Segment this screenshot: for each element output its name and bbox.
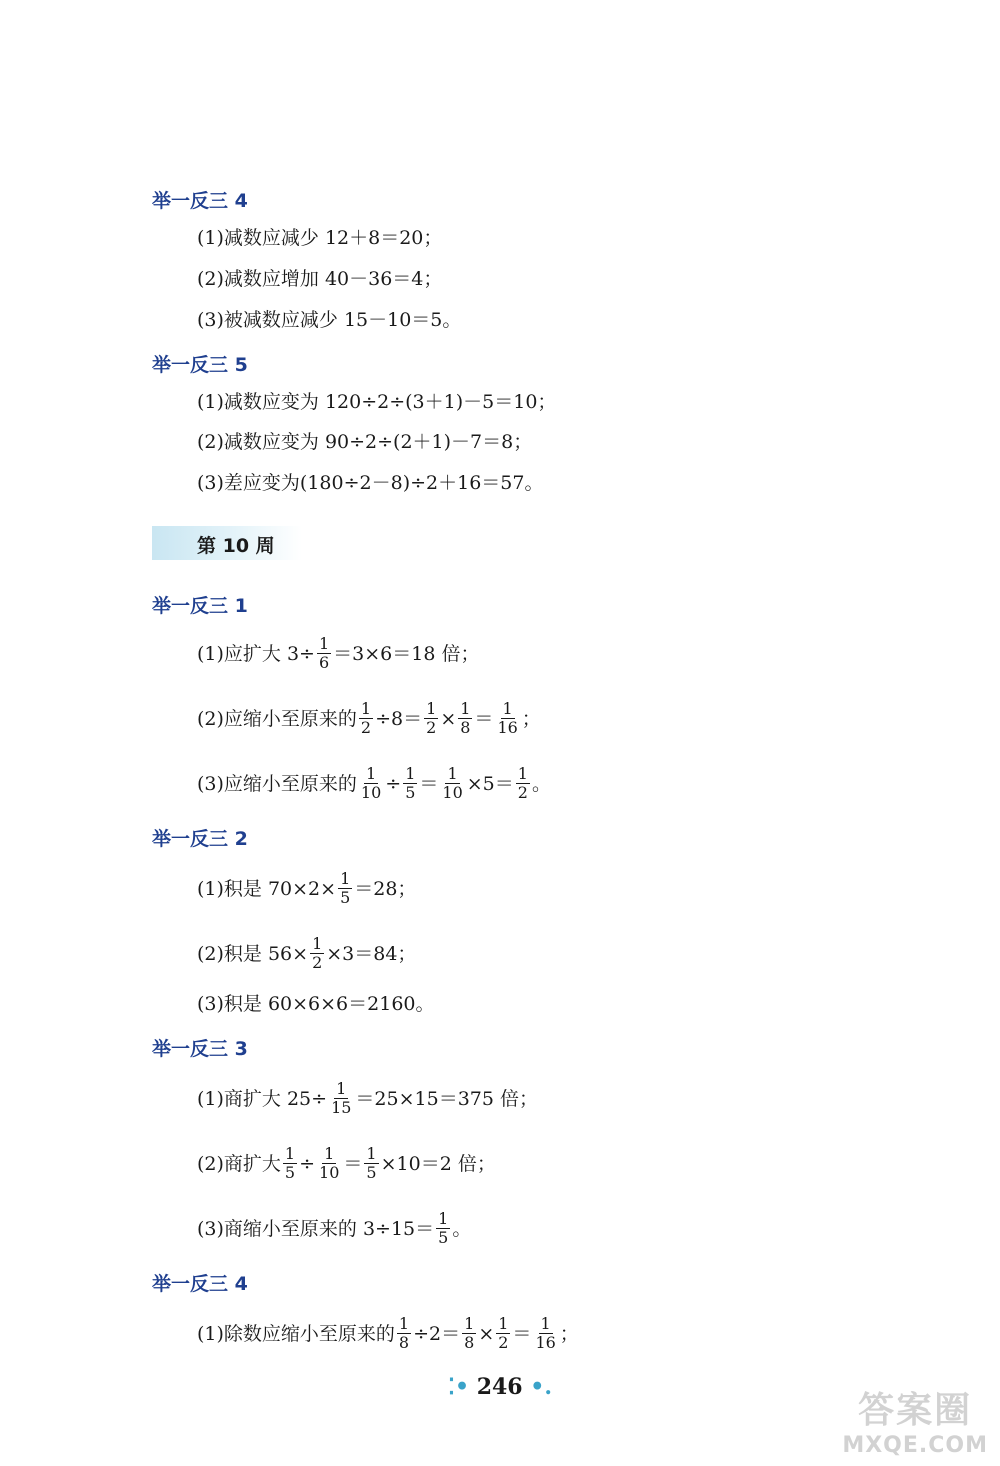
text-segment: ＝: [474, 707, 494, 730]
fraction: [338, 870, 352, 907]
fraction: [397, 1315, 411, 1352]
dots-left-icon: ⁚•: [447, 1374, 470, 1400]
answer-line: (2)减数应增加 40－36＝4；: [197, 268, 443, 290]
heading-example-4b: 举一反三 4: [152, 1273, 248, 1295]
numerator: 1: [405, 764, 416, 783]
heading-example-4: 举一反三 4: [152, 190, 248, 212]
text-segment: (1)应扩大 3÷: [197, 642, 315, 665]
text-segment: ；: [521, 707, 541, 730]
fraction: [359, 765, 383, 802]
denominator: 15: [331, 1098, 352, 1117]
answer-line: (3)被减数应减少 15－10＝5。: [197, 309, 462, 331]
week-title: 第 10 周: [197, 535, 275, 557]
denominator: 2: [517, 783, 528, 802]
text-segment: ＝25×15＝375 倍；: [355, 1087, 539, 1110]
numerator: 1: [324, 1144, 335, 1163]
fraction: [440, 765, 464, 802]
answer-line: (3)差应变为(180÷2－8)÷2＋16＝57。: [197, 472, 544, 494]
numerator: 1: [447, 764, 458, 783]
numerator: 1: [366, 764, 377, 783]
denominator: 2: [498, 1333, 509, 1352]
text-segment: ＝3×6＝18 倍；: [333, 642, 480, 665]
denominator: 5: [366, 1163, 377, 1182]
fraction: [364, 1145, 378, 1182]
answer-line: (3)积是 60×6×6＝2160。: [197, 993, 435, 1015]
text-segment: ＝: [343, 1152, 363, 1175]
heading-example-5: 举一反三 5: [152, 354, 248, 376]
fraction: [496, 1315, 510, 1352]
text-segment: (3)应缩小至原来的: [197, 772, 357, 795]
fraction: [516, 765, 530, 802]
text-segment: ×5＝: [466, 772, 514, 795]
text-segment: ×: [440, 707, 457, 730]
fraction: [462, 1315, 476, 1352]
watermark-top: 答案圈: [858, 1390, 973, 1431]
page-number-text: 246: [476, 1374, 523, 1400]
answer-line: [197, 1210, 471, 1247]
numerator: 1: [460, 699, 471, 718]
heading-example-2: 举一反三 2: [152, 828, 248, 850]
text-segment: (2)积是 56×: [197, 942, 309, 965]
denominator: 5: [284, 1163, 296, 1182]
denominator: 10: [319, 1163, 340, 1182]
numerator: 1: [464, 1314, 475, 1333]
numerator: 1: [336, 1079, 347, 1098]
text-segment: ÷: [385, 772, 402, 795]
denominator: 5: [405, 783, 416, 802]
denominator: 8: [460, 718, 471, 737]
numerator: 1: [360, 699, 372, 718]
fraction: [533, 1315, 557, 1352]
denominator: 10: [360, 783, 382, 802]
answer-line: [197, 1315, 579, 1352]
numerator: 1: [540, 1314, 551, 1333]
numerator: 1: [438, 1209, 449, 1228]
fraction: [317, 1145, 341, 1182]
denominator: 2: [360, 718, 372, 737]
text-segment: (3)商缩小至原来的 3÷15＝: [197, 1217, 435, 1240]
denominator: 5: [340, 888, 351, 907]
watermark-bottom: MXQE.COM: [842, 1433, 988, 1458]
denominator: 2: [426, 718, 437, 737]
denominator: 6: [318, 653, 330, 672]
heading-example-1: 举一反三 1: [152, 595, 248, 617]
answer-line: [197, 765, 551, 802]
text-segment: 。: [531, 772, 551, 795]
denominator: 16: [535, 1333, 556, 1352]
fraction: [495, 700, 519, 737]
denominator: 16: [497, 718, 518, 737]
answer-line: [197, 870, 416, 907]
answer-line: [197, 1080, 538, 1117]
text-segment: ；: [559, 1322, 579, 1345]
answer-line: [197, 1145, 496, 1182]
numerator: 1: [318, 634, 330, 653]
numerator: 1: [366, 1144, 377, 1163]
text-segment: (2)商扩大: [197, 1152, 281, 1175]
fraction: [359, 700, 373, 737]
answer-line: (1)减数应变为 120÷2÷(3＋1)－5＝10；: [197, 391, 557, 413]
numerator: 1: [284, 1144, 296, 1163]
numerator: 1: [502, 699, 513, 718]
denominator: 5: [438, 1228, 449, 1247]
numerator: 1: [426, 699, 437, 718]
answer-line: (2)减数应变为 90÷2÷(2＋1)－7＝8；: [197, 431, 533, 453]
denominator: 8: [398, 1333, 410, 1352]
week-band: [152, 526, 302, 560]
text-segment: ÷8＝: [375, 707, 423, 730]
text-segment: ＝: [419, 772, 439, 795]
text-segment: ×3＝84；: [326, 942, 417, 965]
fraction: [283, 1145, 297, 1182]
heading-example-3: 举一反三 3: [152, 1038, 248, 1060]
text-segment: ×: [478, 1322, 495, 1345]
fraction: [458, 700, 472, 737]
answer-line: [197, 635, 479, 672]
numerator: 1: [398, 1314, 410, 1333]
numerator: 1: [340, 869, 351, 888]
text-segment: ＝: [512, 1322, 532, 1345]
text-segment: ＝28；: [354, 877, 417, 900]
text-segment: (2)应缩小至原来的: [197, 707, 357, 730]
denominator: 10: [442, 783, 463, 802]
text-segment: ×10＝2 倍；: [380, 1152, 496, 1175]
watermark-logo: [842, 1382, 988, 1458]
numerator: 1: [517, 764, 528, 783]
text-segment: (1)商扩大 25÷: [197, 1087, 328, 1110]
denominator: 8: [464, 1333, 475, 1352]
fraction: [403, 765, 417, 802]
text-segment: (1)除数应缩小至原来的: [197, 1322, 395, 1345]
numerator: 1: [312, 934, 323, 953]
text-segment: (1)积是 70×2×: [197, 877, 337, 900]
text-segment: 。: [452, 1217, 472, 1240]
fraction: [424, 700, 438, 737]
dots-right-icon: •.: [530, 1374, 553, 1400]
answer-line: [197, 935, 416, 972]
fraction: [329, 1080, 353, 1117]
fraction: [436, 1210, 450, 1247]
text-segment: ÷2＝: [413, 1322, 461, 1345]
answer-line: (1)减数应减少 12＋8＝20；: [197, 227, 443, 249]
fraction: [317, 635, 331, 672]
answer-line: [197, 700, 541, 737]
numerator: 1: [498, 1314, 509, 1333]
denominator: 2: [312, 953, 323, 972]
fraction: [310, 935, 324, 972]
text-segment: ÷: [299, 1152, 316, 1175]
